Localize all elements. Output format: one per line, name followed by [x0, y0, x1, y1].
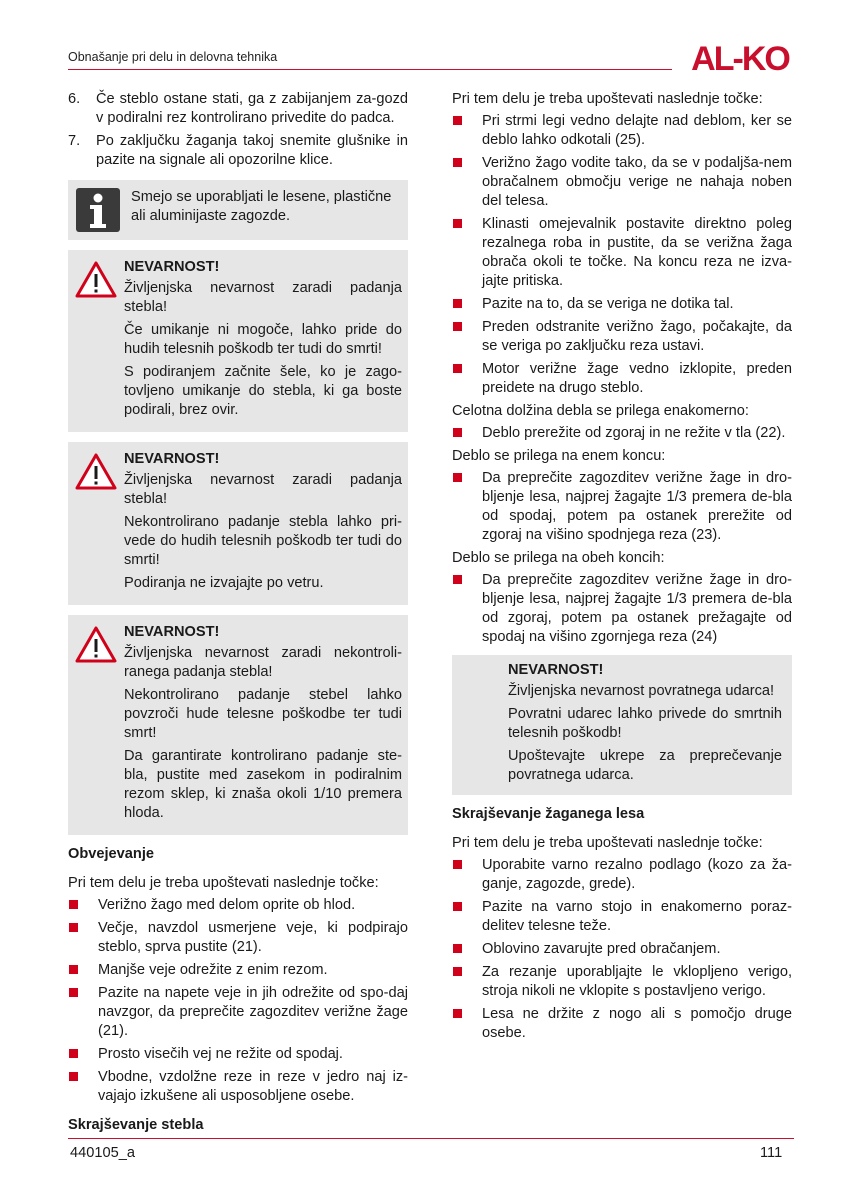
section-intro: Pri tem delu je treba upoštevati naslednje točke: — [452, 91, 763, 107]
numbered-step: 6. Če steblo ostane stati, ga z zabijanjem za-gozd v podiralni rez kontrolirano privedite do padca. — [68, 91, 408, 126]
list-item: Pazite na napete veje in jih odrežite od spo-daj navzgor, da preprečite zagozditev verižne žage (21). — [68, 984, 408, 1041]
list-item: Deblo prerežite od zgoraj in ne režite v tla (22). — [452, 424, 792, 443]
list-item: Večje, navzdol usmerjene veje, ki podpirajo steblo, sprva pustite (21). — [68, 919, 408, 957]
danger-title: NEVARNOST! — [508, 662, 604, 678]
list-item: Lesa ne držite z nogo ali s pomočjo druge osebe. — [452, 1005, 792, 1043]
header-rule — [68, 69, 672, 70]
danger-title: NEVARNOST! — [124, 624, 220, 640]
list-item: Da preprečite zagozditev verižne žage in dro-bljenje lesa, najprej žagajte 1/3 premera de-bla od zgoraj, potem pa ostanek prežagajte od spodaj na višino zgornjega reza (24) — [452, 571, 792, 647]
danger-box: NEVARNOST! Življenjska nevarnost zaradi padanja stebla! Nekontrolirano padanje stebla lahko pri-vede do hudih telesnih poškodb ter tudi do smrti! Podiranja ne izvajajte po vetru. — [68, 442, 408, 605]
page-number: 111 — [760, 1145, 783, 1161]
document-number: 440105_a — [70, 1145, 135, 1161]
danger-box: NEVARNOST! Življenjska nevarnost zaradi nekontroli-ranega padanja stebla! Nekontrolirano padanje stebel lahko povzroči hude telesne poškodbe ter tudi smrt! Da garantirate kontrolirano padanje ste-bla, pustite med zasekom in podiralnim rezom sklep, ki znaša okoli 1/10 premera hloda. — [68, 615, 408, 835]
list-item: Da preprečite zagozditev verižne žage in dro-bljenje lesa, najprej žagajte 1/3 premera de-bla od spodaj, potem pa ostanek prerežite od zgoraj na višino spodnjega reza (23). — [452, 469, 792, 545]
danger-box: NEVARNOST! Življenjska nevarnost povratnega udarca! Povratni udarec lahko privede do smrtnih telesnih poškodb! Upoštevajte ukrepe za preprečevanje povratnega udarca. — [452, 655, 792, 795]
case-intro: Deblo se prilega na obeh koncih: — [452, 550, 665, 566]
case-intro: Celotna dolžina debla se prilega enakomerno: — [452, 403, 749, 419]
info-note-text: Smejo se uporabljati le lesene, plastične ali aluminijaste zagozde. — [131, 189, 392, 224]
footer-rule — [68, 1138, 794, 1139]
info-icon — [76, 188, 120, 232]
case-intro: Deblo se prilega na enem koncu: — [452, 448, 666, 464]
list-item: Pazite na varno stojo in enakomerno poraz-delitev telesne teže. — [452, 898, 792, 936]
list-item: Motor verižne žage vedno izklopite, preden preidete na drugo steblo. — [452, 360, 792, 398]
danger-box: NEVARNOST! Življenjska nevarnost zaradi padanja stebla! Če umikanje ni mogoče, lahko pride do hudih telesnih poškodb ter tudi do smrti! S podiranjem začnite šele, ko je zago-tovljeno umikanje do stebla, ki ga boste podirali, brez ovir. — [68, 250, 408, 432]
section-heading-skrajsevanje-zaganega-lesa: Skrajševanje žaganega lesa — [452, 806, 645, 822]
running-header: Obnašanje pri delu in delovna tehnika — [68, 50, 278, 64]
list-item: Preden odstranite verižno žago, počakajte, da se veriga po zaključku reza ustavi. — [452, 318, 792, 356]
section-intro: Pri tem delu je treba upoštevati naslednje točke: — [452, 835, 763, 851]
warning-triangle-icon — [74, 452, 118, 492]
al-ko-logo — [680, 40, 800, 76]
danger-title: NEVARNOST! — [124, 451, 220, 467]
numbered-step: 7. Po zaključku žaganja takoj snemite glušnike in pazite na signale ali opozorilne klice. — [68, 133, 408, 168]
list-item: Oblovino zavarujte pred obračanjem. — [452, 940, 792, 959]
list-item: Za rezanje uporabljajte le vklopljeno verigo, stroja nikoli ne vklopite s postavljeno verigo. — [452, 963, 792, 1001]
list-item: Vbodne, vzdolžne reze in reze v jedro naj iz-vajajo izkušene ali usposobljene osebe. — [68, 1068, 408, 1106]
svg-text:AL-KO: AL-KO — [691, 40, 789, 76]
right-column — [452, 90, 792, 1047]
list-item: Uporabite varno rezalno podlago (kozo za ža-ganje, zagozde, grede). — [452, 856, 792, 894]
list-item: Klinasti omejevalnik postavite direktno poleg rezalnega roba in pustite, da se verižna žaga obrača okoli te točke. Na koncu reza ne izva-jajte pritiska. — [452, 215, 792, 291]
left-column — [68, 90, 408, 1145]
section-heading-skrajsevanje-stebla: Skrajševanje stebla — [68, 1117, 204, 1133]
list-item: Prosto visečih vej ne režite od spodaj. — [68, 1045, 408, 1064]
warning-triangle-icon — [74, 625, 118, 665]
list-item: Pazite na to, da se veriga ne dotika tal. — [452, 295, 792, 314]
list-item: Manjše veje odrežite z enim rezom. — [68, 961, 408, 980]
danger-title: NEVARNOST! — [124, 259, 220, 275]
info-note — [68, 180, 408, 240]
list-item: Pri strmi legi vedno delajte nad deblom, ker se deblo lahko odkotali (25). — [452, 112, 792, 150]
section-intro: Pri tem delu je treba upoštevati naslednje točke: — [68, 875, 379, 891]
section-heading-obvejevanje: Obvejevanje — [68, 846, 154, 862]
warning-triangle-icon — [74, 260, 118, 300]
list-item: Verižno žago med delom oprite ob hlod. — [68, 896, 408, 915]
list-item: Verižno žago vodite tako, da se v podaljša-nem obračalnem območju verige ne nahaja noben del telesa. — [452, 154, 792, 211]
